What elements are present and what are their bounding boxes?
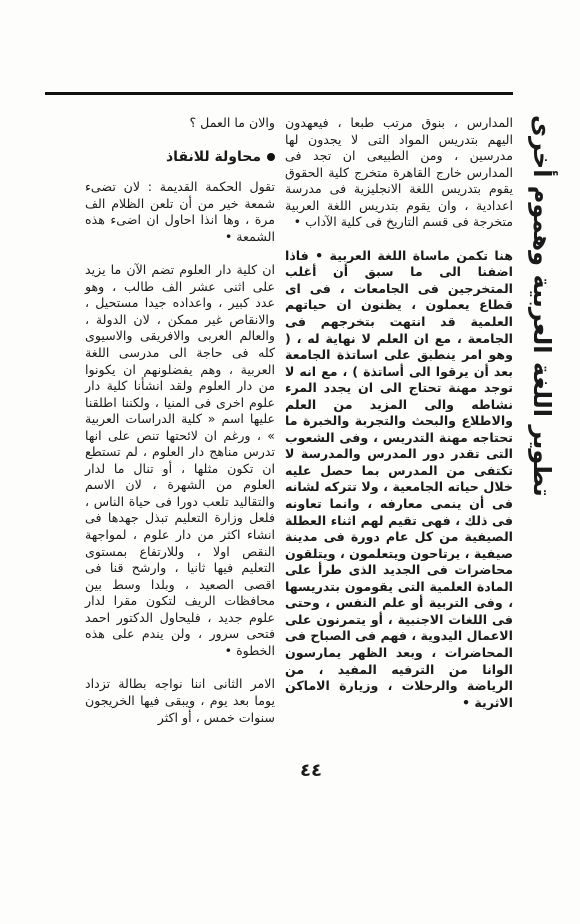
- question-line: والان ما العمل ؟: [189, 115, 275, 130]
- right-intro-paragraph: المدارس ، بنوق مرتب طبعا ، فيعهدون اليهم بتدريس المواد التى لا يجدون لها مدرسين ، ومن الطبيعى ان تجد فى المدارس خارج القاهرة متخرج كلية الحقوق يقوم بتدريس اللغة الانجليزية فى مدرسة اعدادية ، وان يقوم بتدريس اللغة العربية متخرجة فى قسم التاريخ فى كلية الآداب •: [285, 115, 513, 230]
- subheading-text: محاولة للانقاذ: [166, 148, 261, 165]
- bullet-icon: [267, 153, 275, 161]
- dar-al-uloom-paragraph: ان كلية دار العلوم تضم الآن ما يزيد على اثنى عشر الف طالب ، وهو عدد كبير ، واعداده جيدا مستحيل ، والانقاص غير ممكن ، لان الدولة ، والعالم العربى والافريقى والاسيوى كله فى حاجة الى مدرسى اللغة العربية ، وهم يفضلونهم ان يكونوا من دار العلوم ولقد انشأنا كلية دار علوم اخرى فى المنيا ، ولكننا اطلقنا عليها اسم « كلية الدراسات العربية » ، ورغم ان لائحتها تنص على انها تدرس مناهج دار العلوم ، لم تستطع ان تكون مثلها ، أو تنال ما لدار العلوم من الشهرة ، لان الاسم والتقاليد تلعب دورا فى حياة الناس ، فلعل وزارة التعليم تبذل جهدها فى انشاء اكثر من دار علوم ، لمواجهة النقص اولا ، وللارتفاع بمستوى التعليم فيها ثانيا ، وارشح قنا فى اقصى الصعيد ، وبلدا وسط بين محافظات الريف لتكون مقرا لدار علوم جديد ، فليحاول الدكتور احمد فتحى سرور ، ولن يندم على هذه الخطوة •: [85, 262, 275, 658]
- right-column: [285, 115, 513, 755]
- top-rule: [45, 92, 513, 95]
- left-column: [85, 115, 275, 725]
- right-main-paragraph: هنا تكمن ماساة اللغة العربية • فاذا اضفنا الى ما سبق أن أغلب المتخرجين فى الجامعات ، فى اى قطاع يعملون ، يظنون ان حياتهم العلمية قد انتهت بتخرجهم فى الجامعة ، مع ان العلم لا نهاية له ، ( وهو امر ينطبق على اساتذة الجامعة بعد أن يرقوا الى أساتذة ) ، مع انه لا توجد مهنة تحتاج الى ان يجدد المرء نشاطه والى المزيد من العلم والاطلاع والبحث والتجربة والخبرة ما تحتاجه مهنة التدريس ، وفى الشعوب التى تقدر دور المدرس والمدرسة لا تكتفى من المدرس بما حصل عليه خلال حياته الجامعية ، ولا تتركه لشانه فى أن ينمى معارفه ، وانما تعاونه فى ذلك ، فهى تقيم لهم اثناء العطلة الصيفية من كل عام دورة فى مدينة صيفية ، يرتاحون ويتعلمون ، ويتلقون محاضرات فى الجديد الذى طرأ على المادة العلمية التى يقومون بتدريسها ، وفى التربية أو علم النفس ، وحتى فى اللغات الاجنبية ، أو يتمرنون على الاعمال اليدوية ، فهم فى الصباح فى المحاضرات ، وبعد الظهر يمارسون الوانا من الترفيه المفيد ، من الرياضة والرحلات ، وزيارة الاماكن الاثرية •: [285, 247, 513, 710]
- unemployment-paragraph: الامر الثانى اننا نواجه بطالة تزداد يوما بعد يوم ، ويبقى فيها الخريجون سنوات خمس ، أو اكثر: [85, 676, 275, 725]
- page-number: ٤٤: [300, 760, 322, 781]
- section-subheading: [85, 149, 275, 166]
- vertical-section-title: تطوير اللغة العربية وهموم أخرى: [528, 115, 556, 497]
- proverb-paragraph: تقول الحكمة القديمة : لان تضىء شمعة خير من أن تلعن الظلام الف مرة ، وها انذا احاول ان اضىء هذه الشمعة •: [85, 179, 275, 244]
